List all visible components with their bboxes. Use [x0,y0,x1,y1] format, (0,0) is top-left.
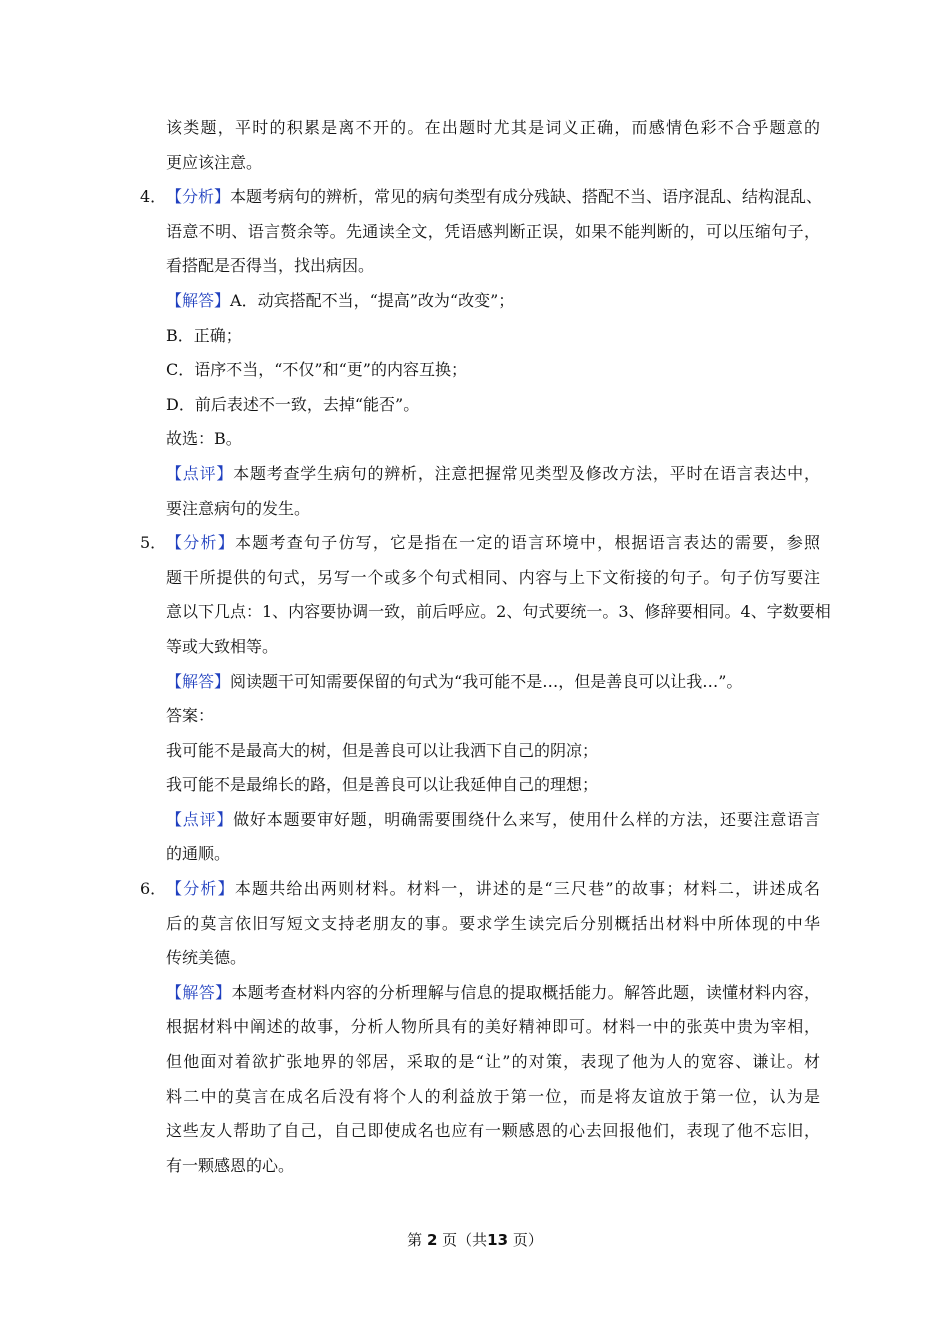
text-line: 看搭配是否得当，找出病因。 [166,256,375,276]
q6-number: 6． [140,879,167,899]
analysis-tag: 【分析】 [166,533,235,553]
text-line: C．语序不当，“不仅”和“更”的内容互换； [166,360,467,380]
answer-tag: 【解答】 [166,671,231,691]
q6-answer-line [140,983,820,1003]
review-tag: 【点评】 [166,809,234,829]
text-span: 本题考查材料内容的分析理解与信息的提取概括能力。解答此题，读懂材料内容， [231,982,820,1002]
text-line: 等或大致相等。 [166,636,279,656]
footer-prefix: 第 [407,1231,423,1249]
answer-tag: 【解答】 [166,982,232,1002]
analysis-tag: 【分析】 [166,879,235,899]
page-content [140,118,831,1190]
q5-analysis-line [140,533,820,553]
answer-tag: 【解答】 [166,290,231,310]
q6-analysis-line [140,879,820,899]
text-line: 故选：B。 [166,429,242,449]
text-span: 本题考查学生病句的辨析，注意把握常见类型及修改方法，平时在语言表达中， [233,463,820,483]
q5-review-line [140,810,820,830]
text-span: 本题考病句的辨析，常见的病句类型有成分残缺、搭配不当、语序混乱、结构混乱、 [230,187,823,207]
review-tag: 【点评】 [166,463,234,483]
text-line: 的通顺。 [166,844,231,864]
text-span: 本题共给出两则材料。材料一，讲述的是“三尺巷”的故事；材料二，讲述成名 [234,879,820,899]
q4-review-line [140,464,820,484]
text-line: 这些友人帮助了自己，自己即使成名也应有一颗感恩的心去回报他们，表现了他不忘旧， [166,1121,820,1141]
text-line: 但他面对着欲扩张地界的邻居，采取的是“让”的对策，表现了他为人的宽容、谦让。材 [166,1052,820,1072]
q4-analysis-line [140,187,823,207]
text-line: 答案： [166,706,215,726]
q4-answer-line [140,291,820,311]
text-line: 意以下几点：1、内容要协调一致，前后呼应。2、句式要统一。3、修辞要相同。4、字数要相 [166,602,831,622]
footer-suffix: 页） [512,1231,543,1249]
text-line: 有一颗感恩的心。 [166,1155,295,1175]
text-line: 题干所提供的句式，另写一个或多个句式相同、内容与上下文衔接的句子。句子仿写要注 [166,567,820,587]
text-span: A．动宾搭配不当，“提高”改为“改变”； [230,290,515,310]
text-span: 本题考查句子仿写，它是指在一定的语言环境中，根据语言表达的需要，参照 [234,533,820,553]
page-footer [0,1230,950,1250]
text-line: 根据材料中阐述的故事，分析人物所具有的美好精神即可。材料一中的张英中贵为宰相， [166,1017,820,1037]
text-span: 做好本题要审好题，明确需要围绕什么来写，使用什么样的方法，还要注意语言 [233,809,820,829]
text-line: 更应该注意。 [166,152,263,172]
text-line: 语意不明、语言赘余等。先通读全文，凭语感判断正误，如果不能判断的，可以压缩句子， [166,221,820,241]
text-line: 要注意病句的发生。 [166,498,311,518]
q5-answer-line [140,672,820,692]
text-line: D．前后表述不一致，去掉“能否”。 [166,394,420,414]
footer-middle: 页（共 [442,1231,488,1249]
footer-total-pages: 13 [487,1231,509,1249]
text-line: 该类题，平时的积累是离不开的。在出题时尤其是词义正确，而感情色彩不合乎题意的 [166,118,820,137]
analysis-tag: 【分析】 [166,187,231,207]
footer-page-number: 2 [426,1231,438,1249]
text-line: B．正确； [166,325,242,345]
q4-number: 4． [140,187,167,207]
text-line: 传统美德。 [166,948,247,968]
text-line: 我可能不是最高大的树，但是善良可以让我洒下自己的阴凉； [166,740,599,760]
text-span: 阅读题干可知需要保留的句式为“我可能不是…，但是善良可以让我…”。 [230,671,743,691]
text-line: 后的莫言依旧写短文支持老朋友的事。要求学生读完后分别概括出材料中所体现的中华 [166,913,820,933]
text-line: 我可能不是最绵长的路，但是善良可以让我延伸自己的理想； [166,775,599,795]
q5-number: 5． [140,533,167,553]
text-line: 料二中的莫言在成名后没有将个人的利益放于第一位，而是将友谊放于第一位，认为是 [166,1086,820,1106]
